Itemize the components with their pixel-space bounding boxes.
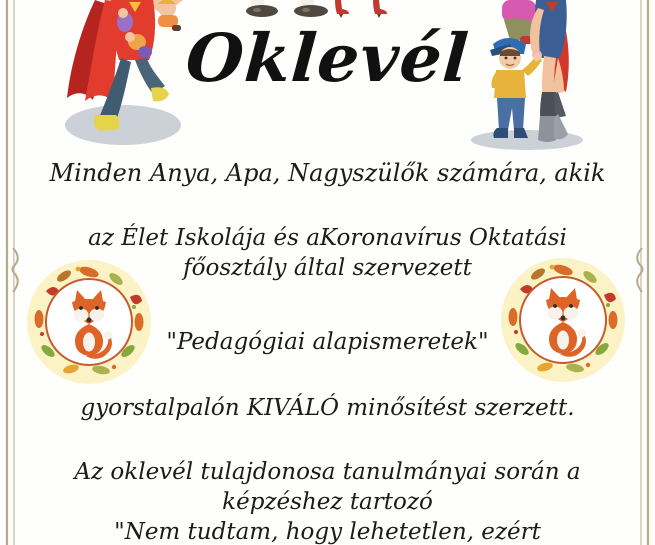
- quote-line: "Nem tudtam, hogy lehetetlen, ezért: [114, 519, 541, 545]
- course-title-line: "Pedagógiai alapismeretek": [166, 329, 489, 355]
- fox-medallion-right: [500, 257, 626, 383]
- fox-medallion-left: [26, 259, 152, 385]
- organizer-line-1: az Élet Iskolája és aKoronavírus Oktatási: [88, 225, 567, 251]
- owner-line-1: Az oklevél tulajdonosa tanulmányai során a: [74, 459, 581, 485]
- audience-line: Minden Anya, Apa, Nagyszülők számára, akik: [49, 159, 606, 187]
- result-line: gyorstalpalón KIVÁLÓ minősítést szerzett.: [80, 395, 575, 421]
- owner-line-2: képzéshez tartozó: [222, 489, 433, 515]
- certificate-title: Oklevél: [183, 19, 472, 97]
- organizer-line-2: főosztály által szervezett: [183, 255, 472, 281]
